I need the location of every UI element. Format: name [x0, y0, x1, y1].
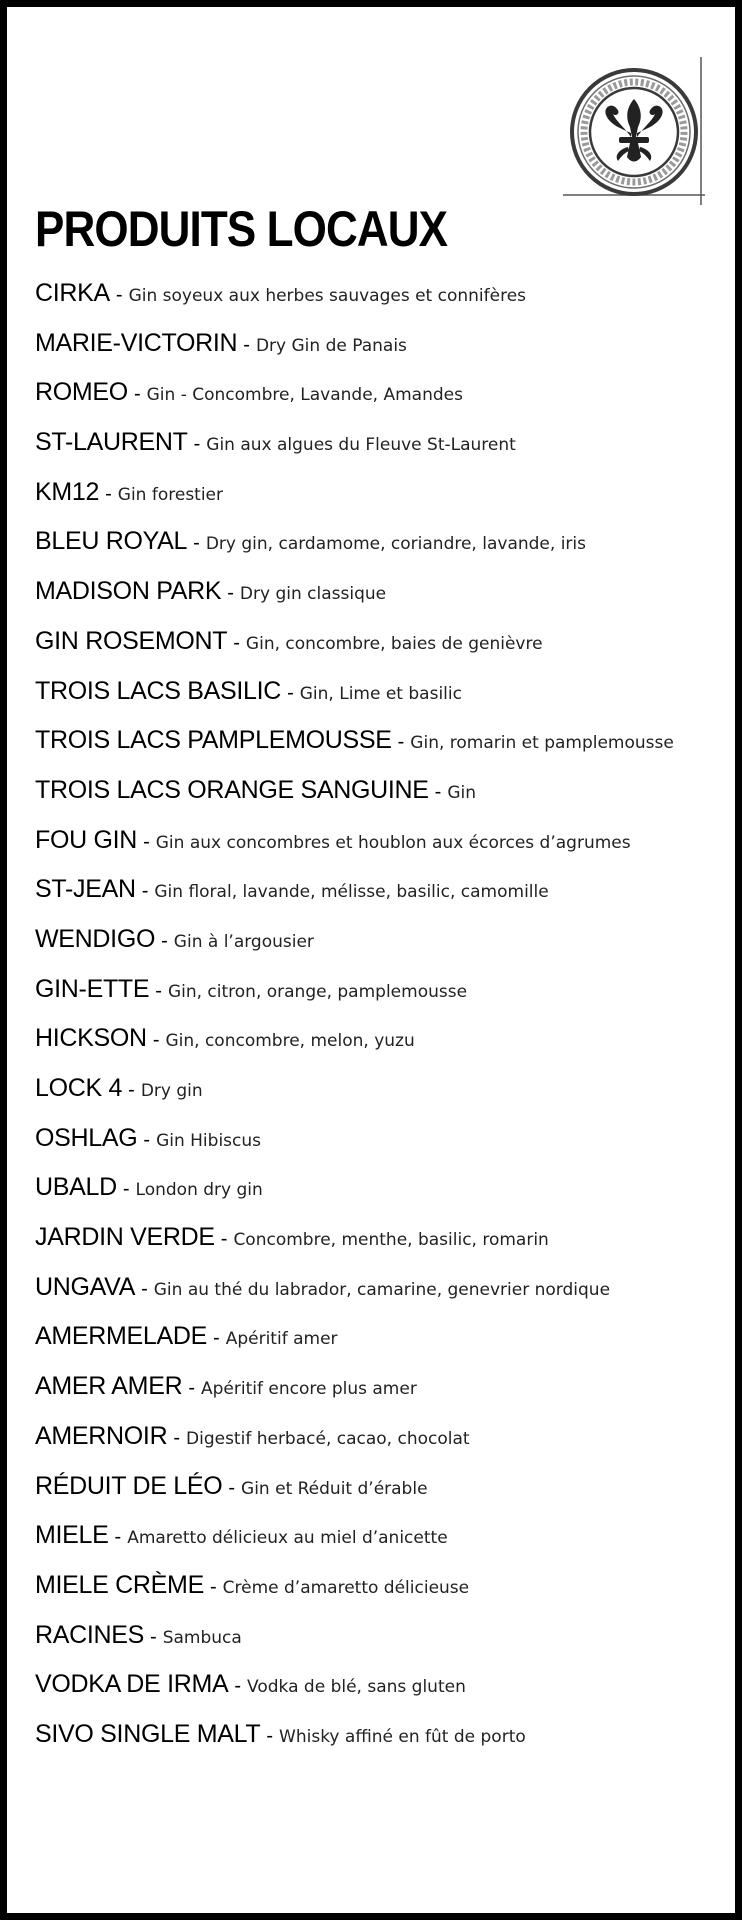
product-name: JARDIN VERDE — [35, 1223, 215, 1252]
list-item — [35, 667, 735, 717]
product-name: GIN ROSEMONT — [35, 626, 228, 655]
product-description: Gin, citron, orange, pamplemousse — [167, 981, 468, 1002]
product-description: Crème d’amaretto délicieuse — [222, 1577, 470, 1598]
product-description: Gin, concombre, melon, yuzu — [165, 1031, 415, 1052]
product-name: AMER AMER — [35, 1372, 183, 1401]
product-description: Gin et Réduit d’érable — [241, 1478, 428, 1499]
list-item — [35, 965, 735, 1015]
product-name: WENDIGO — [35, 924, 156, 953]
product-description: Apéritif amer — [225, 1329, 338, 1350]
list-item — [35, 716, 735, 766]
product-description: Whisky affiné en fût de porto — [279, 1726, 526, 1747]
list-item — [35, 368, 735, 418]
product-description: London dry gin — [135, 1180, 263, 1201]
list-item — [35, 1611, 735, 1661]
list-item — [35, 1561, 735, 1611]
separator-dash: - — [243, 333, 250, 356]
separator-dash: - — [193, 532, 200, 555]
product-name: MIELE — [35, 1521, 109, 1550]
product-name: VODKA DE IRMA — [35, 1670, 229, 1699]
separator-dash: - — [397, 731, 405, 754]
product-description: Concombre, menthe, basilic, romarin — [233, 1230, 549, 1251]
separator-dash: - — [133, 383, 141, 406]
separator-dash: - — [193, 433, 201, 456]
list-item — [35, 1163, 735, 1213]
separator-dash: - — [141, 880, 149, 903]
product-list — [35, 269, 735, 1760]
product-name: ST-LAURENT — [35, 428, 188, 457]
separator-dash: - — [161, 929, 168, 952]
list-item — [35, 865, 735, 915]
product-description: Apéritif encore plus amer — [201, 1379, 417, 1400]
list-item — [35, 1412, 735, 1462]
product-description: Gin, romarin et pamplemousse — [410, 733, 674, 754]
separator-dash: - — [143, 830, 150, 853]
product-description: Gin - Concombre, Lavande, Amandes — [146, 385, 463, 406]
list-item — [35, 567, 735, 617]
product-name: FOU GIN — [35, 825, 138, 854]
list-item — [35, 517, 735, 567]
separator-dash: - — [122, 1178, 130, 1201]
separator-dash: - — [233, 631, 240, 654]
product-name: BLEU ROYAL — [35, 527, 188, 556]
list-item — [35, 468, 735, 518]
product-name: LOCK 4 — [35, 1074, 123, 1102]
product-name: MADISON PARK — [35, 577, 222, 606]
list-item — [35, 1114, 735, 1164]
product-description: Vodka de blé, sans gluten — [247, 1677, 466, 1698]
separator-dash: - — [143, 1128, 151, 1151]
product-description: Dry gin classique — [239, 584, 387, 605]
product-description: Gin aux algues du Fleuve St-Laurent — [206, 435, 516, 456]
separator-dash: - — [287, 681, 294, 704]
separator-dash: - — [141, 1277, 148, 1300]
product-name: CIRKA — [35, 279, 110, 307]
separator-dash: - — [227, 582, 234, 605]
list-item — [35, 1213, 735, 1263]
product-name: ROMEO — [35, 378, 128, 407]
product-name: OSHLAG — [35, 1123, 138, 1152]
separator-dash: - — [115, 284, 123, 306]
product-description: Dry Gin de Panais — [255, 335, 407, 356]
product-description: Gin — [447, 782, 477, 803]
product-name: TROIS LACS ORANGE SANGUINE — [35, 775, 429, 804]
product-description: Dry gin, cardamome, coriandre, lavande, iris — [205, 534, 586, 555]
separator-dash: - — [114, 1526, 122, 1549]
product-description: Sambuca — [162, 1627, 242, 1648]
separator-dash: - — [209, 1575, 217, 1598]
separator-dash: - — [173, 1426, 181, 1449]
list-item — [35, 1511, 735, 1561]
product-name: UNGAVA — [35, 1272, 136, 1301]
separator-dash: - — [213, 1327, 220, 1350]
list-item — [35, 1014, 735, 1064]
product-name: AMERNOIR — [35, 1421, 168, 1450]
product-name: TROIS LACS BASILIC — [35, 676, 282, 705]
product-name: RÉDUIT DE LÉO — [35, 1471, 223, 1500]
product-description: Gin soyeux aux herbes sauvages et connifères — [128, 286, 527, 306]
product-description: Gin, concombre, baies de genièvre — [245, 633, 543, 654]
product-name: TROIS LACS PAMPLEMOUSSE — [35, 726, 392, 755]
product-name: MARIE-VICTORIN — [35, 328, 238, 357]
product-name: MIELE CRÈME — [35, 1570, 204, 1599]
product-name: GIN-ETTE — [35, 974, 150, 1003]
list-item — [35, 816, 735, 866]
fleur-de-lis-seal-icon — [563, 57, 705, 207]
product-name: RACINES — [35, 1620, 145, 1649]
product-description: Gin Hibiscus — [156, 1130, 262, 1151]
list-item — [35, 766, 735, 816]
separator-dash: - — [228, 1476, 236, 1499]
product-description: Gin aux concombres et houblon aux écorces d’agrumes — [155, 832, 631, 853]
list-item — [35, 1660, 735, 1710]
list-item — [35, 319, 735, 369]
list-item — [35, 1462, 735, 1512]
list-item — [35, 418, 735, 468]
list-item — [35, 269, 735, 319]
product-description: Gin à l’argousier — [173, 931, 314, 952]
product-description: Gin au thé du labrador, camarine, genevrier nordique — [153, 1279, 611, 1300]
product-name: KM12 — [35, 477, 100, 506]
separator-dash: - — [152, 1029, 160, 1052]
product-description: Gin, Lime et basilic — [299, 683, 462, 704]
product-name: ST-JEAN — [35, 875, 136, 904]
list-item — [35, 1263, 735, 1313]
separator-dash: - — [128, 1079, 135, 1101]
product-name: HICKSON — [35, 1024, 147, 1053]
separator-dash: - — [105, 482, 112, 505]
list-item — [35, 617, 735, 667]
product-description: Gin floral, lavande, mélisse, basilic, camomille — [154, 882, 549, 903]
separator-dash: - — [234, 1675, 242, 1698]
list-item — [35, 1362, 735, 1412]
product-description: Dry gin — [140, 1081, 203, 1101]
separator-dash: - — [150, 1625, 157, 1648]
separator-dash: - — [266, 1724, 274, 1747]
separator-dash: - — [220, 1228, 228, 1251]
list-item — [35, 1710, 735, 1760]
product-name: SIVO SINGLE MALT — [35, 1719, 261, 1748]
separator-dash: - — [155, 979, 162, 1002]
product-description: Digestif herbacé, cacao, chocolat — [186, 1428, 470, 1449]
separator-dash: - — [188, 1377, 195, 1400]
product-description: Gin forestier — [117, 484, 224, 505]
product-name: UBALD — [35, 1173, 117, 1202]
separator-dash: - — [434, 780, 442, 803]
product-description: Amaretto délicieux au miel d’anicette — [127, 1528, 448, 1549]
page-title: PRODUITS LOCAUX — [35, 201, 448, 257]
list-item — [35, 1312, 735, 1362]
product-name: AMERMELADE — [35, 1322, 208, 1351]
list-item — [35, 1064, 735, 1114]
list-item — [35, 915, 735, 965]
